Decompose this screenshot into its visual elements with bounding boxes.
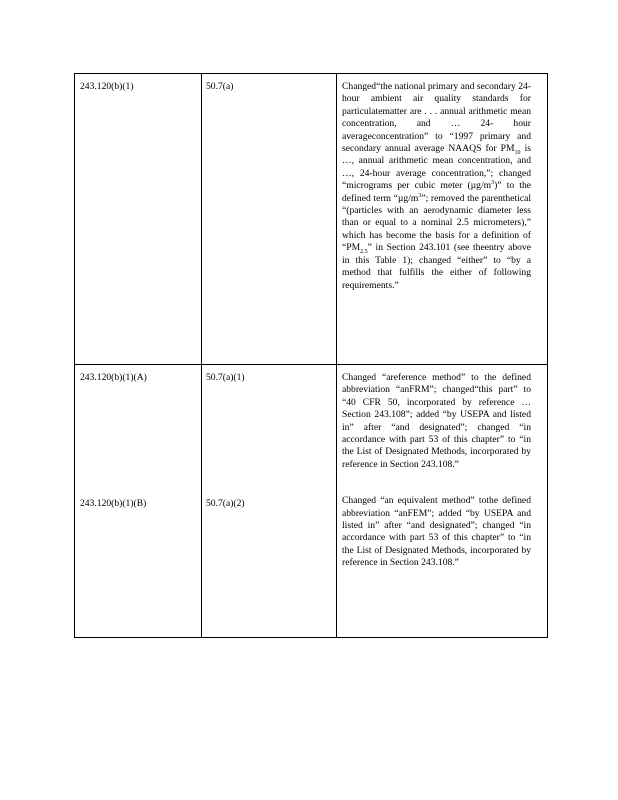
subscript-2-5: 2.5 (360, 249, 368, 256)
superscript-3: 3 (491, 180, 495, 187)
change-text-part: ”; removed the parenthetical “(particles with an aerodynamic diameter less than or equal to a nominal 2.5 micrometers),” which has become the basis for a definition of “PM (342, 192, 531, 254)
cfr-cell (202, 74, 337, 365)
change-text-part: is …, annual arithmetic mean concentration, and …, 24-hour average concentration,”; changed “micrograms per cubic meter (µg/m (342, 143, 531, 192)
table-row (75, 365, 548, 638)
section-cell (75, 74, 202, 365)
change-text-part: Changed“the national primary and secondary 24-hour ambient air quality standards for particulatematter are . . . annual arithmetic mean concentration, and … 24- hour averageconcentration” to “1997 primary and secondary annual average NAAQS for PM (342, 81, 531, 155)
change-cell (337, 74, 548, 365)
subscript-10: 10 (514, 149, 521, 156)
change-cell (337, 365, 548, 638)
section-cell (75, 365, 202, 638)
change-description: Changed “an equivalent method” tothe defined abbreviation “anFEM”; added “by USEPA and listed in” after “and designated”; changed “in accordance with part 53 of this chapter” to “in the List of Designated Methods, incorporated by reference in Section 243.108.” (342, 495, 531, 569)
section-number: 243.120(b)(1)(B) (80, 498, 147, 510)
cfr-reference: 50.7(a)(1) (206, 372, 245, 383)
change-description (337, 74, 547, 298)
change-text-part: )” to the defined term “µg/m (342, 180, 532, 204)
cfr-cell (202, 365, 337, 638)
section-number: 243.120(b)(1) (80, 81, 134, 92)
regulation-comparison-table (74, 73, 548, 638)
superscript-3: 3 (418, 192, 422, 199)
section-number: 243.120(b)(1)(A) (80, 372, 147, 383)
cfr-reference: 50.7(a)(2) (206, 498, 245, 510)
change-text-part: ” in Section 243.101 (see theentry above in this Table 1); changed “either” to “by a method that fulfills the either of following requirements.” (342, 242, 531, 291)
cfr-reference: 50.7(a) (206, 81, 234, 92)
change-description: Changed “areference method” to the defined abbreviation “anFRM”; changed“this part” to “40 CFR 50, incorporated by reference … Section 243.108”; added “by USEPA and listed in” after “and designated”; changed “in accordance with part 53 of this chapter” to “in the List of Designated Methods, incorporated by reference in Section 243.108.” (342, 372, 531, 470)
table-row (75, 74, 548, 365)
